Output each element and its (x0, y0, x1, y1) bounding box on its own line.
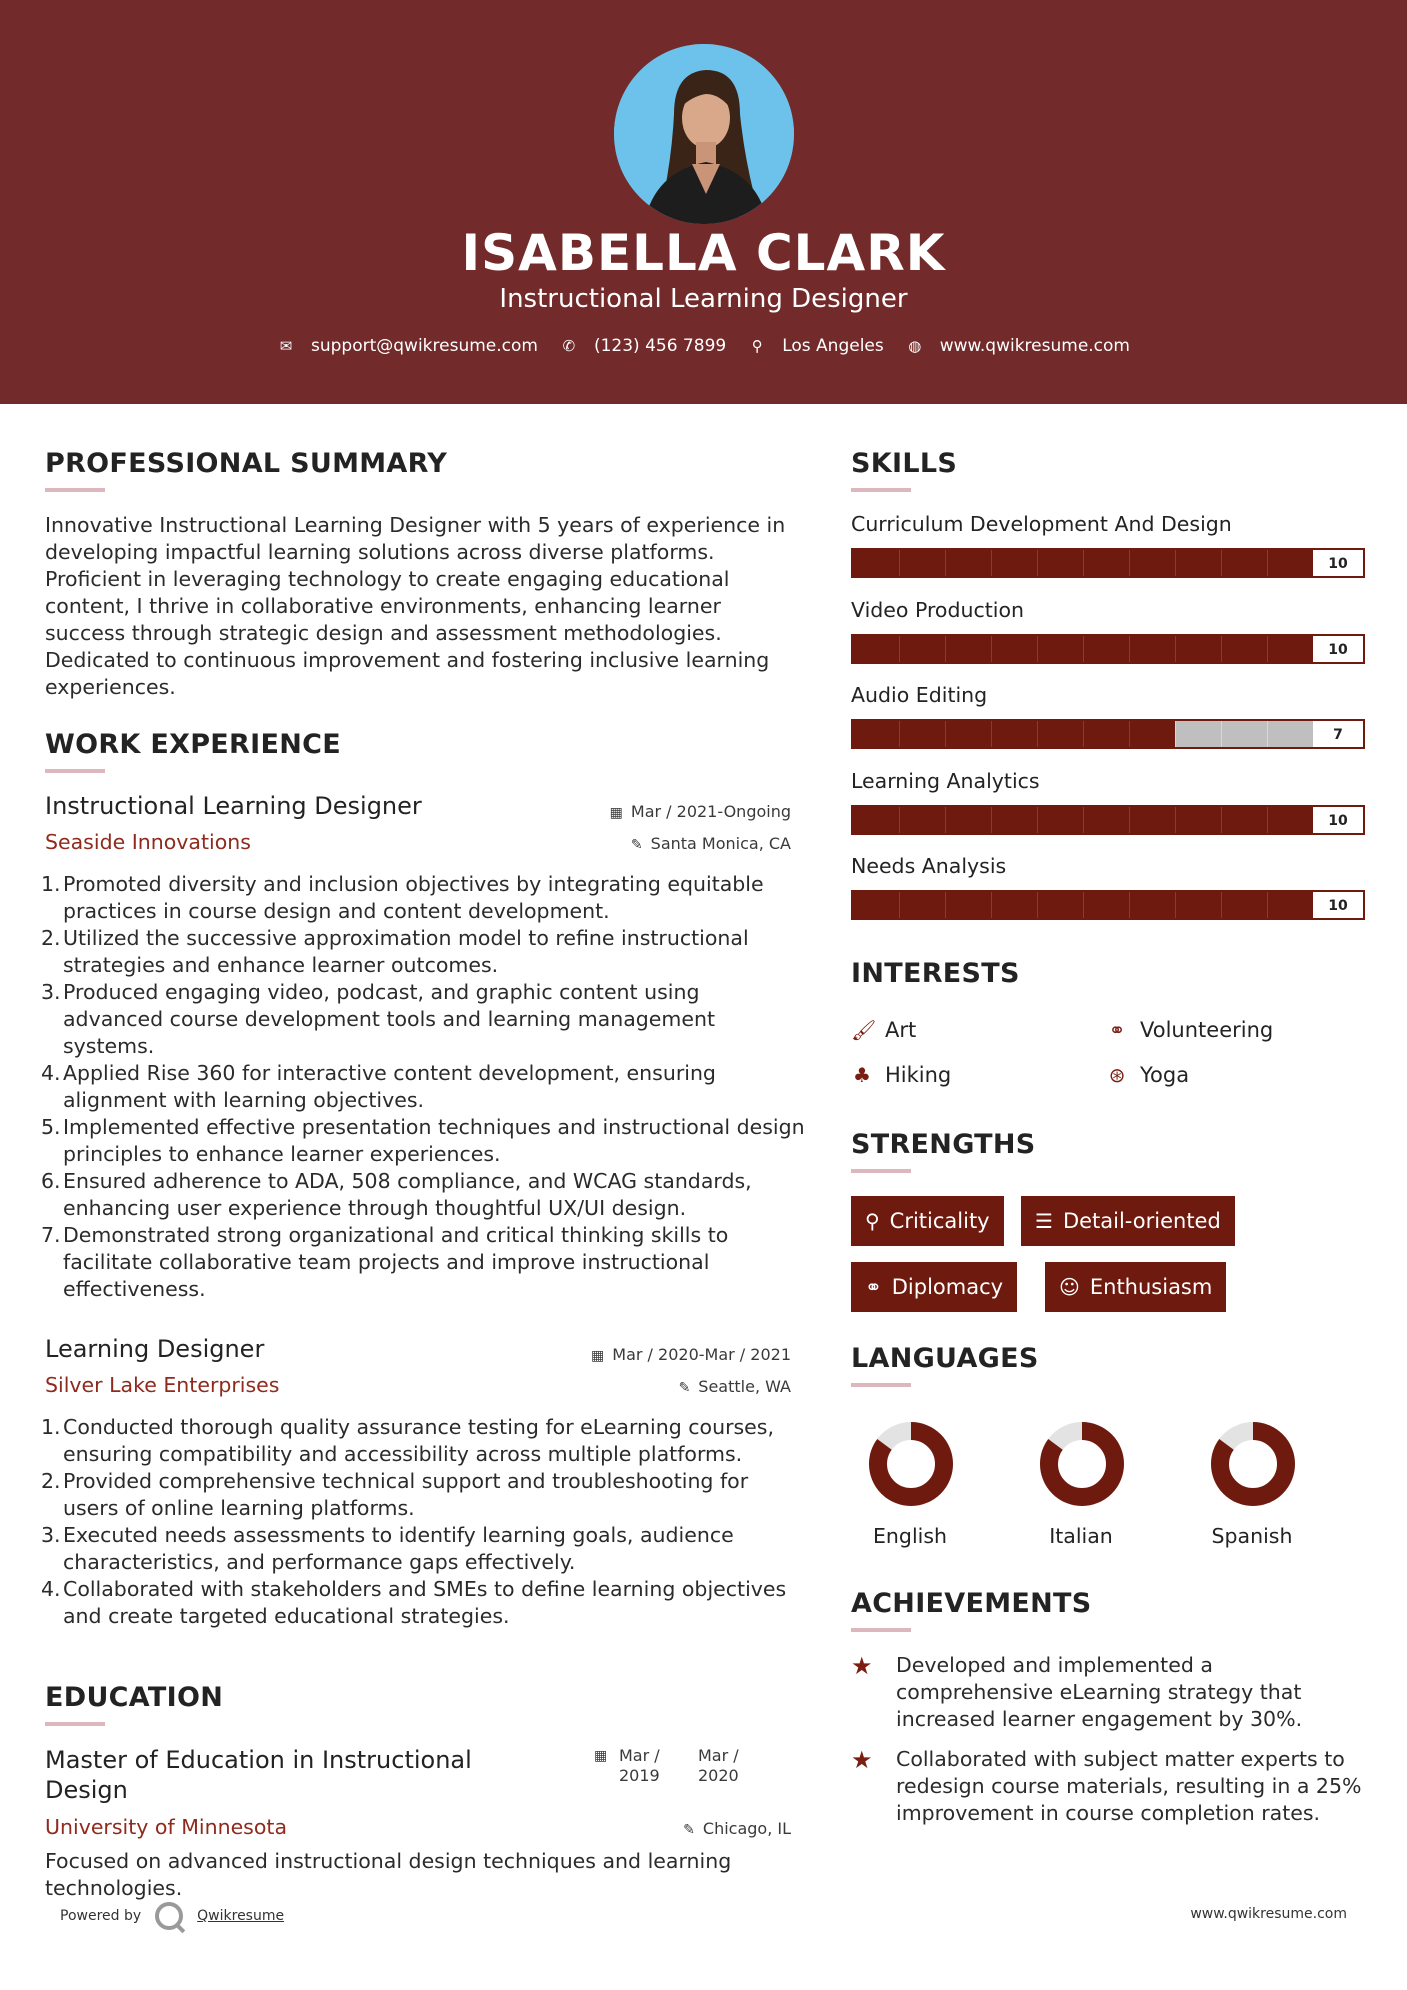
skill-score: 10 (1315, 894, 1361, 916)
calendar-icon: ▦ (591, 1348, 605, 1364)
skill-segment-divider (1221, 807, 1222, 833)
strengths-underline (851, 1169, 911, 1173)
skill-segment-divider (899, 807, 900, 833)
skill-segment-divider (991, 892, 992, 918)
education-heading: EDUCATION (45, 1682, 224, 1713)
search-icon: ⚲ (865, 1209, 880, 1233)
candidate-title: Instructional Learning Designer (499, 284, 908, 314)
interest-volunteering: ⚭ Volunteering (1106, 1018, 1273, 1042)
skill-segment-divider (1175, 892, 1176, 918)
skill-segment-divider (1129, 892, 1130, 918)
skill-segment-divider (1129, 721, 1130, 747)
languages-underline (851, 1383, 911, 1387)
skill-segment-divider (945, 807, 946, 833)
skill-bar (851, 634, 1365, 664)
skill-segment-divider (899, 550, 900, 576)
skill-segment-divider (945, 721, 946, 747)
summary-text: Innovative Instructional Learning Designer with 5 years of experience in developing impactful learning solutions across diverse platforms. Proficient in leveraging technology to create engaging educational content, I thrive in collaborative environments, enhancing learner success through strategic design and assessment methodologies. Dedicated to continuous improvement and fostering inclusive learning experiences. (45, 513, 786, 699)
skill-segment-divider (1037, 550, 1038, 576)
strength-badge: ☰ Detail-oriented (1021, 1196, 1235, 1246)
language-label: Italian (1049, 1524, 1113, 1548)
education-location: ✎ Chicago, IL (683, 1819, 791, 1838)
contact-email[interactable] (277, 336, 538, 356)
skill-segment-divider (945, 550, 946, 576)
skill-segment-divider (1221, 892, 1222, 918)
interests-heading: INTERESTS (851, 958, 1020, 989)
list-item: 2. Utilized the successive approximation model to refine instructional strategies and enhance learner outcomes. (41, 926, 749, 977)
skill-segment-divider (991, 807, 992, 833)
skills-heading: SKILLS (851, 448, 958, 479)
skill-empty (1175, 721, 1313, 747)
skill-segment-divider (899, 721, 900, 747)
language-label: Spanish (1211, 1524, 1293, 1548)
skill-fill (853, 721, 1175, 747)
skill-segment-divider (1037, 892, 1038, 918)
list-item: 3. Executed needs assessments to identify learning goals, audience characteristics, and performance gaps effectively. (41, 1523, 734, 1574)
job-bullets (41, 871, 805, 1303)
education-underline (45, 1722, 105, 1726)
experience-heading: WORK EXPERIENCE (45, 729, 341, 760)
skill-segment-divider (1175, 807, 1176, 833)
skill-bar (851, 805, 1365, 835)
job-location: ✎ Santa Monica, CA (630, 834, 791, 853)
skill-segment-divider (1221, 636, 1222, 662)
skill-score: 10 (1315, 552, 1361, 574)
skill-label: Video Production (851, 597, 1025, 622)
skill-score: 10 (1315, 638, 1361, 660)
job-dates: ▦ Mar / 2021-Ongoing (609, 802, 791, 821)
pin-icon: ✎ (678, 1380, 691, 1396)
skill-segment-divider (1267, 892, 1268, 918)
language-label: English (872, 1524, 948, 1548)
list-item: 1. Conducted thorough quality assurance testing for eLearning courses, ensuring compatibility and accessibility across multiple platforms. (41, 1415, 774, 1466)
skill-label: Needs Analysis (851, 854, 1007, 878)
skill-segment-divider (1267, 721, 1268, 747)
summary-heading: PROFESSIONAL SUMMARY (45, 448, 448, 479)
skill-segment-divider (1221, 550, 1222, 576)
skill-segment-divider (1267, 807, 1268, 833)
skill-segment-divider (991, 721, 992, 747)
globe-icon: ◍ (908, 337, 922, 355)
handshake-icon: ⚭ (1108, 1018, 1126, 1042)
envelope-icon: ✉ (279, 337, 293, 355)
languages-heading: LANGUAGES (851, 1343, 1039, 1374)
summary-underline (45, 488, 105, 492)
company-name: Seaside Innovations (45, 830, 251, 854)
qwikresume-logo-icon (155, 1902, 183, 1930)
skill-bar (851, 890, 1365, 920)
skills-underline (851, 488, 911, 492)
job-dates: ▦ Mar / 2020-Mar / 2021 (591, 1345, 791, 1364)
skill-segment-divider (1083, 721, 1084, 747)
phone-text: (123) 456 7899 (593, 336, 727, 356)
contact-location (748, 336, 884, 356)
website-text: www.qwikresume.com (939, 336, 1130, 356)
skill-bar (851, 548, 1365, 578)
skill-segment-divider (991, 550, 992, 576)
tree-icon: ♣ (853, 1063, 871, 1087)
skill-segment-divider (1083, 807, 1084, 833)
map-pin-icon: ⚲ (751, 337, 763, 355)
achievements-underline (851, 1628, 911, 1632)
pin-icon: ✎ (630, 837, 643, 853)
skill-segment-divider (1129, 636, 1130, 662)
strength-badge: ⚭ Diplomacy (851, 1262, 1017, 1312)
achievement-item: Collaborated with subject matter experts to redesign course materials, resulting in a 25% improvement in course completion rates. (896, 1747, 1362, 1825)
skill-segment-divider (1175, 550, 1176, 576)
skill-segment-divider (1083, 550, 1084, 576)
skill-label: Audio Editing (851, 683, 988, 707)
skill-bar (851, 719, 1365, 749)
skill-segment-divider (1221, 721, 1222, 747)
skill-segment-divider (945, 892, 946, 918)
trophy-star-icon: ★ (851, 1746, 873, 1774)
education-end: Mar / 2020 (698, 1746, 739, 1785)
skill-segment-divider (1083, 892, 1084, 918)
skill-score: 7 (1315, 723, 1361, 745)
contact-website[interactable] (906, 336, 1130, 356)
skill-segment-divider (1129, 807, 1130, 833)
calendar-icon: ▦ (594, 1748, 608, 1764)
skill-segment-divider (991, 636, 992, 662)
pin-icon: ✎ (683, 1822, 695, 1838)
interest-art: 🖌︎ Art (851, 1018, 917, 1042)
skill-segment-divider (945, 636, 946, 662)
skill-segment-divider (1037, 807, 1038, 833)
list-item: 2. Provided comprehensive technical support and troubleshooting for users of online learning platforms. (41, 1469, 749, 1520)
paintbrush-icon: 🖌︎ (851, 1018, 877, 1042)
list-icon: ☰ (1035, 1209, 1053, 1233)
resume-header (0, 0, 1407, 404)
list-item: 1. Promoted diversity and inclusion objectives by integrating equitable practices in course design and content development. (41, 872, 764, 923)
strengths-heading: STRENGTHS (851, 1129, 1036, 1160)
skill-segment-divider (1267, 636, 1268, 662)
interest-hiking: ♣ Hiking (851, 1063, 951, 1087)
trophy-star-icon: ★ (851, 1652, 873, 1680)
skill-segment-divider (1083, 636, 1084, 662)
powered-by-text: Powered by (60, 1908, 142, 1924)
handshake-icon: ⚭ (865, 1275, 882, 1299)
lifebuoy-icon: ⊛ (1108, 1063, 1126, 1087)
skill-segment-divider (1175, 721, 1176, 747)
job-location: ✎ Seattle, WA (678, 1377, 791, 1396)
job-bullets (41, 1414, 805, 1630)
location-text: Los Angeles (782, 336, 884, 356)
skill-segment-divider (1175, 636, 1176, 662)
company-name: Silver Lake Enterprises (45, 1373, 280, 1397)
powered-by (60, 1902, 284, 1930)
contact-phone[interactable] (560, 336, 726, 356)
list-item: 5. Implemented effective presentation techniques and instructional design principles to enhance learner experiences. (41, 1115, 805, 1166)
list-item: 6. Ensured adherence to ADA, 508 compliance, and WCAG standards, enhancing user experience through thoughtful UX/UI design. (41, 1169, 752, 1220)
degree-title: Master of Education in Instructional Design (45, 1746, 472, 1804)
list-item: 4. Collaborated with stakeholders and SMEs to define learning objectives and create targeted educational strategies. (41, 1577, 787, 1628)
strength-badge: ☺ Enthusiasm (1045, 1262, 1226, 1312)
education-description: Focused on advanced instructional design techniques and learning technologies. (45, 1849, 732, 1900)
skill-segment-divider (1037, 721, 1038, 747)
email-text: support@qwikresume.com (311, 336, 538, 356)
smile-icon: ☺ (1059, 1275, 1080, 1299)
skill-score: 10 (1315, 809, 1361, 831)
skill-segment-divider (1267, 550, 1268, 576)
contact-bar (0, 336, 1407, 356)
list-item: 3. Produced engaging video, podcast, and graphic content using advanced course development tools and learning management systems. (41, 980, 716, 1058)
footer-site-link[interactable]: www.qwikresume.com (1190, 1906, 1347, 1922)
achievement-item: Developed and implemented a comprehensive eLearning strategy that increased learner engagement by 30%. (896, 1653, 1303, 1731)
phone-icon: ✆ (562, 337, 576, 355)
calendar-icon: ▦ (609, 805, 623, 821)
job-title: Learning Designer (45, 1335, 265, 1363)
profile-photo (614, 44, 794, 224)
experience-underline (45, 769, 105, 773)
achievements-heading: ACHIEVEMENTS (851, 1588, 1092, 1619)
list-item: 4. Applied Rise 360 for interactive content development, ensuring alignment with learning objectives. (41, 1061, 716, 1112)
candidate-name: ISABELLA CLARK (461, 224, 946, 282)
interest-yoga: ⊛ Yoga (1106, 1063, 1189, 1087)
brand-link[interactable]: Qwikresume (197, 1908, 285, 1924)
skill-label: Learning Analytics (851, 768, 1040, 793)
list-item: 7. Demonstrated strong organizational and critical thinking skills to facilitate collaborative team projects and improve instructional effectiveness. (41, 1223, 729, 1301)
job-title: Instructional Learning Designer (45, 792, 422, 820)
skill-segment-divider (1037, 636, 1038, 662)
skill-label: Curriculum Development And Design (851, 512, 1232, 536)
strength-badge: ⚲ Criticality (851, 1196, 1004, 1246)
skill-segment-divider (899, 892, 900, 918)
skill-segment-divider (1129, 550, 1130, 576)
skill-segment-divider (899, 636, 900, 662)
education-start: Mar / 2019 (619, 1746, 660, 1785)
school-name: University of Minnesota (45, 1815, 288, 1839)
language-rings (851, 1412, 1331, 1512)
